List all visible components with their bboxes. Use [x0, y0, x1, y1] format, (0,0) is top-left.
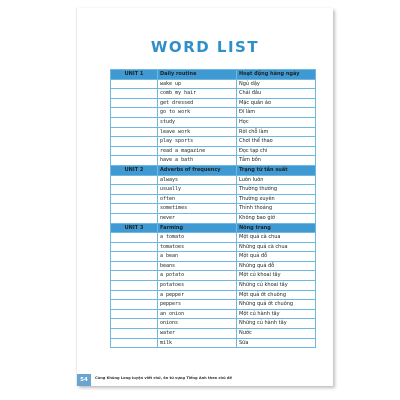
unit-topic: Farming [158, 223, 237, 233]
unit-topic-translation: Hoạt động hàng ngày [237, 70, 316, 80]
unit-header-row [111, 223, 316, 233]
table-row [111, 127, 316, 137]
table-row [111, 98, 316, 108]
table-row [111, 156, 316, 166]
vietnamese-translation: Luôn luôn [237, 175, 316, 185]
vietnamese-translation: Một quả ớt chuông [237, 290, 316, 300]
english-word: onions [158, 319, 237, 329]
unit-spacer-cell [111, 319, 158, 329]
unit-spacer-cell [111, 213, 158, 223]
table-row [111, 252, 316, 262]
vietnamese-translation: Nước [237, 329, 316, 339]
english-word: usually [158, 185, 237, 195]
vietnamese-translation: Những quả đỗ [237, 261, 316, 271]
unit-header-row [111, 165, 316, 175]
english-word: tomatoes [158, 242, 237, 252]
english-word: beans [158, 261, 237, 271]
unit-spacer-cell [111, 146, 158, 156]
english-word: sometimes [158, 204, 237, 214]
table-row [111, 146, 316, 156]
unit-spacer-cell [111, 185, 158, 195]
unit-spacer-cell [111, 329, 158, 339]
vietnamese-translation: Một quả cà chua [237, 233, 316, 243]
unit-spacer-cell [111, 79, 158, 89]
unit-spacer-cell [111, 89, 158, 99]
unit-label: UNIT 3 [111, 223, 158, 233]
vietnamese-translation: Một quả đỗ [237, 252, 316, 262]
unit-header-row [111, 70, 316, 80]
table-row [111, 300, 316, 310]
page-footer [77, 374, 333, 386]
english-word: go to work [158, 108, 237, 118]
vietnamese-translation: Học [237, 117, 316, 127]
page-number: 54 [77, 374, 91, 386]
unit-spacer-cell [111, 271, 158, 281]
english-word: a pepper [158, 290, 237, 300]
vietnamese-translation: Một củ khoai tây [237, 271, 316, 281]
unit-spacer-cell [111, 252, 158, 262]
unit-spacer-cell [111, 117, 158, 127]
table-row [111, 242, 316, 252]
english-word: leave work [158, 127, 237, 137]
unit-topic: Adverbs of frequency [158, 165, 237, 175]
table-row [111, 281, 316, 291]
word-list-table [110, 69, 316, 348]
table-row [111, 89, 316, 99]
vietnamese-translation: Tắm bồn [237, 156, 316, 166]
vietnamese-translation: Sữa [237, 338, 316, 348]
unit-spacer-cell [111, 98, 158, 108]
english-word: an onion [158, 309, 237, 319]
table-row [111, 261, 316, 271]
vietnamese-translation: Mặc quần áo [237, 98, 316, 108]
english-word: milk [158, 338, 237, 348]
vietnamese-translation: Chải đầu [237, 89, 316, 99]
table-row [111, 175, 316, 185]
vietnamese-translation: Đi làm [237, 108, 316, 118]
table-row [111, 117, 316, 127]
english-word: get dressed [158, 98, 237, 108]
unit-spacer-cell [111, 300, 158, 310]
unit-spacer-cell [111, 338, 158, 348]
table-row [111, 319, 316, 329]
english-word: comb my hair [158, 89, 237, 99]
table-row [111, 204, 316, 214]
vietnamese-translation: Những củ khoai tây [237, 281, 316, 291]
table-row [111, 108, 316, 118]
vietnamese-translation: Thường xuyên [237, 194, 316, 204]
unit-spacer-cell [111, 204, 158, 214]
unit-spacer-cell [111, 194, 158, 204]
english-word: never [158, 213, 237, 223]
page-title: WORD LIST [150, 38, 260, 56]
vietnamese-translation: Những quả ớt chuông [237, 300, 316, 310]
table-row [111, 233, 316, 243]
english-word: a tomato [158, 233, 237, 243]
vietnamese-translation: Một củ hành tây [237, 309, 316, 319]
vietnamese-translation: Thỉnh thoảng [237, 204, 316, 214]
table-row [111, 290, 316, 300]
english-word: read a magazine [158, 146, 237, 156]
unit-label: UNIT 2 [111, 165, 158, 175]
table-row [111, 329, 316, 339]
english-word: a bean [158, 252, 237, 262]
english-word: have a bath [158, 156, 237, 166]
unit-topic: Daily routine [158, 70, 237, 80]
vietnamese-translation: Những củ hành tây [237, 319, 316, 329]
unit-label: UNIT 1 [111, 70, 158, 80]
english-word: play sports [158, 137, 237, 147]
unit-spacer-cell [111, 233, 158, 243]
table-row [111, 271, 316, 281]
english-word: always [158, 175, 237, 185]
table-row [111, 185, 316, 195]
table-row [111, 309, 316, 319]
unit-spacer-cell [111, 127, 158, 137]
vietnamese-translation: Chơi thể thao [237, 137, 316, 147]
table-row [111, 79, 316, 89]
unit-spacer-cell [111, 242, 158, 252]
english-word: study [158, 117, 237, 127]
unit-spacer-cell [111, 261, 158, 271]
unit-spacer-cell [111, 137, 158, 147]
unit-topic-translation: Trạng từ tần suất [237, 165, 316, 175]
english-word: water [158, 329, 237, 339]
unit-spacer-cell [111, 108, 158, 118]
table-row [111, 194, 316, 204]
vietnamese-translation: Ngủ dậy [237, 79, 316, 89]
vietnamese-translation: Đọc tạp chí [237, 146, 316, 156]
vietnamese-translation: Những quả cà chua [237, 242, 316, 252]
unit-spacer-cell [111, 281, 158, 291]
table-row [111, 137, 316, 147]
table-row [111, 213, 316, 223]
vietnamese-translation: Rời chỗ làm [237, 127, 316, 137]
unit-spacer-cell [111, 175, 158, 185]
english-word: peppers [158, 300, 237, 310]
vietnamese-translation: Thường thường [237, 185, 316, 195]
unit-spacer-cell [111, 290, 158, 300]
footer-text: Cùng Khủng Long luyện viết chữ, ôn từ vựng Tiếng Anh theo chủ đề [95, 376, 232, 380]
english-word: often [158, 194, 237, 204]
unit-topic-translation: Nông trang [237, 223, 316, 233]
table-row [111, 338, 316, 348]
unit-spacer-cell [111, 156, 158, 166]
english-word: potatoes [158, 281, 237, 291]
english-word: a potato [158, 271, 237, 281]
unit-spacer-cell [111, 309, 158, 319]
vietnamese-translation: Không bao giờ [237, 213, 316, 223]
book-page [77, 8, 333, 386]
english-word: wake up [158, 79, 237, 89]
